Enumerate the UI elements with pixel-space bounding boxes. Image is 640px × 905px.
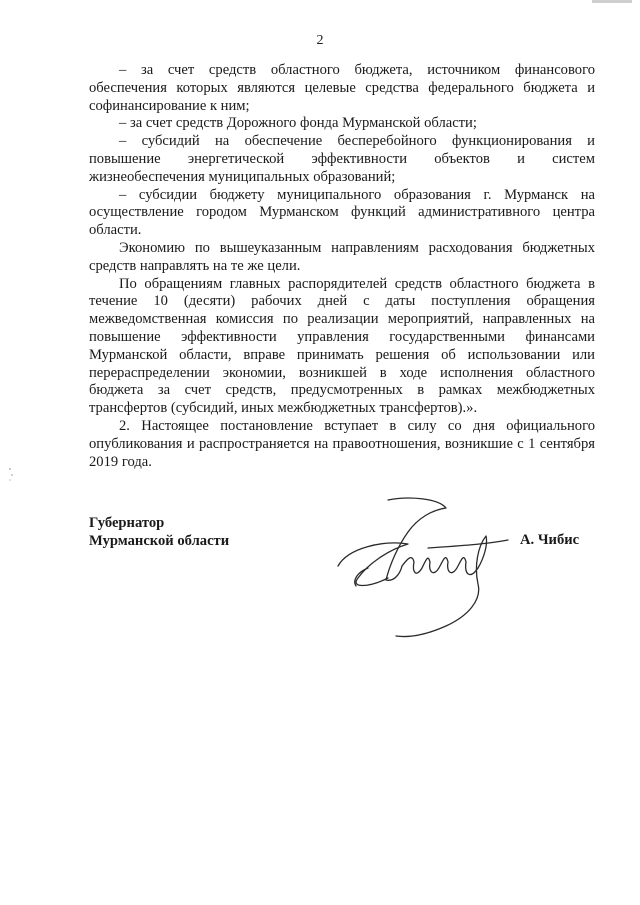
paragraph: – субсидий на обеспечение бесперебойного функционирования и повышение энергетической эффективности объектов и систем жизнеобеспечения муниципальных образований; [89,133,595,185]
document-body [89,62,595,471]
paragraph: – субсидии бюджету муниципального образования г. Мурманск на осуществление городом Мурманском функций административного центра области. [89,186,595,239]
signatory-title-line: Мурманской области [89,533,230,549]
handwritten-signature [328,488,518,638]
signatory-title-line: Губернатор [89,515,165,531]
paragraph: – за счет средств областного бюджета, источником финансового обеспечения которых являются целевые средства федерального бюджета и софинансирование к ним; [89,62,595,114]
scan-specks [8,466,14,482]
paragraph: По обращениям главных распорядителей средств областного бюджета в течение 10 (десяти) рабочих дней с даты поступления обращения межведомственная комиссия по реализации мероприятий, направленных на повышение эффективности управления государственными финансами Мурманской области, вправе принимать решения об использовании или перераспределении экономии, возникшей в ходе исполнения областного бюджета за счет средств, предусмотренных в рамках межбюджетных трансфертов (субсидий, иных межбюджетных трансфертов).». [89,275,595,417]
signer-name: А. Чибис [520,532,580,548]
paragraph: 2. Настоящее постановление вступает в силу со дня официального опубликования и распространяется на правоотношения, возникшие с 1 сентября 2019 года. [89,417,595,470]
paragraph: Экономию по вышеуказанным направлениям расходования бюджетных средств направлять на те же цели. [89,239,595,274]
paragraph: – за счет средств Дорожного фонда Мурманской области; [119,115,477,132]
page-number: 2 [316,33,324,48]
signatory-title [89,514,229,550]
scan-corner-mark [592,0,632,3]
